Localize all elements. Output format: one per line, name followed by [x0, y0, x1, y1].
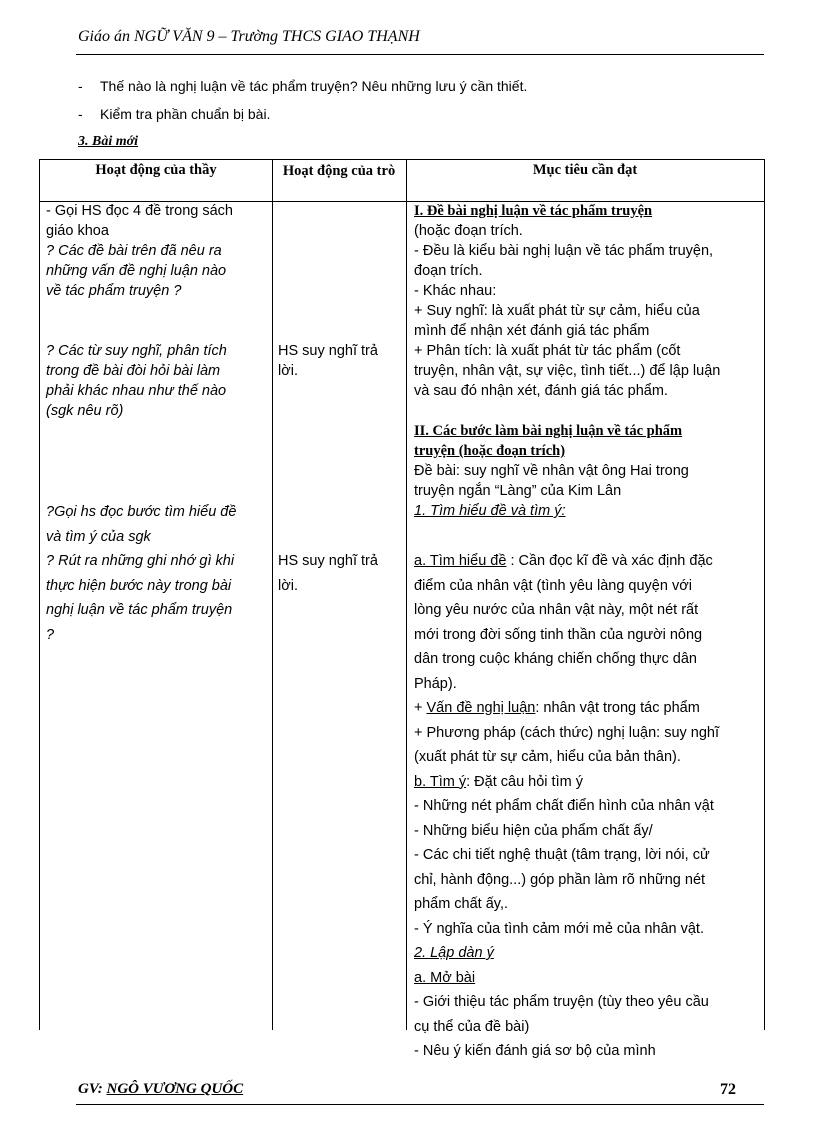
- goals-line: truyện ngắn “Làng” của Kim Lân: [414, 483, 622, 499]
- subheading: b. Tìm ý: [414, 773, 467, 790]
- goals-text: : Đặt câu hỏi tìm ý: [466, 773, 583, 790]
- page-header: Giáo án NGỮ VĂN 9 – Trường THCS GIAO THẠNH: [78, 28, 420, 45]
- goals-section-3: [414, 549, 759, 1064]
- goals-line: [414, 696, 759, 721]
- goals-line: [414, 549, 759, 574]
- teacher-line: (sgk nêu rõ): [46, 403, 124, 419]
- goals-line: - Giới thiệu tác phẩm truyện (tùy theo yêu cầu: [414, 994, 709, 1010]
- teacher-line: và tìm ý của sgk: [46, 528, 151, 545]
- intro-bullet-text: Kiểm tra phần chuẩn bị bài.: [100, 106, 271, 122]
- goals-text: : nhân vật trong tác phẩm: [535, 700, 700, 716]
- goals-line: Đề bài: suy nghĩ về nhân vật ông Hai trong: [414, 463, 689, 479]
- goals-line: + Phương pháp (cách thức) nghị luận: suy nghĩ: [414, 724, 720, 741]
- goals-text: : Cần đọc kĩ đề và xác định đặc: [506, 553, 713, 569]
- intro-bullet-text: Thế nào là nghị luận về tác phẩm truyện? Nêu những lưu ý cần thiết.: [100, 78, 528, 94]
- goals-line: (hoặc đoạn trích.: [414, 223, 523, 239]
- teacher-line: ? Rút ra những ghi nhớ gì khi: [46, 553, 235, 569]
- goals-line: điểm của nhân vật (tình yêu làng quyện với: [414, 577, 692, 594]
- student-block-2: [278, 549, 398, 598]
- student-line: lời.: [278, 363, 298, 379]
- goals-line: cụ thể của đề bài): [414, 1018, 530, 1035]
- intro-bullet: - Kiểm tra phần chuẩn bị bài.: [78, 106, 271, 122]
- header-rule: [76, 54, 764, 55]
- teacher-line: trong đề bài đòi hỏi bài làm: [46, 363, 221, 379]
- goals-line: đoạn trích.: [414, 263, 483, 279]
- teacher-line: nghị luận về tác phẩm truyện: [46, 602, 233, 618]
- column-header-student: Hoạt động của trò: [282, 163, 396, 179]
- column-header-teacher: Hoạt động của thầy: [95, 162, 217, 178]
- goals-line: mình để nhận xét đánh giá tác phẩm: [414, 323, 650, 339]
- student-line: HS suy nghĩ trả: [278, 343, 378, 359]
- goals-line: - Ý nghĩa của tình cảm mới mẻ của nhân vật.: [414, 920, 704, 937]
- teacher-line: ?Gọi hs đọc bước tìm hiểu đề: [46, 504, 237, 520]
- column-divider: [406, 160, 407, 1030]
- goals-line: + Suy nghĩ: là xuất phát từ sự cảm, hiểu của: [414, 303, 700, 319]
- goals-heading: truyện (hoặc đoạn trích): [414, 443, 566, 459]
- goals-text: +: [414, 700, 427, 716]
- goals-line: [414, 770, 759, 795]
- goals-line: mới trong đời sống tinh thần của người nông: [414, 626, 703, 643]
- goals-line: chỉ, hành động...) góp phần làm rõ những nét: [414, 871, 706, 888]
- page-number: 72: [720, 1081, 736, 1098]
- goals-section-1: [414, 201, 759, 401]
- footer-rule: [76, 1104, 764, 1105]
- goals-line: và sau đó nhận xét, đánh giá tác phẩm.: [414, 383, 668, 399]
- goals-line: - Các chi tiết nghệ thuật (tâm trạng, lời nói, cử: [414, 847, 710, 863]
- goals-line: - Những biểu hiện của phẩm chất ấy/: [414, 822, 653, 839]
- teacher-line: thực hiện bước này trong bài: [46, 577, 232, 594]
- goals-line: - Khác nhau:: [414, 283, 497, 299]
- teacher-block-3: [46, 500, 268, 647]
- student-line: HS suy nghĩ trả: [278, 553, 378, 569]
- footer-label: GV:: [78, 1081, 107, 1097]
- step-heading: 2. Lập dàn ý: [414, 945, 494, 961]
- teacher-block-2: [46, 341, 268, 421]
- teacher-name: NGÔ VƯƠNG QUỐC: [106, 1081, 244, 1097]
- teacher-line: ?: [46, 626, 55, 643]
- student-block-1: [278, 341, 398, 381]
- goals-line: - Những nét phẩm chất điển hình của nhân vật: [414, 798, 714, 814]
- subheading: a. Mở bài: [414, 969, 476, 986]
- goals-line: phẩm chất ấy,.: [414, 896, 509, 912]
- goals-line: (xuất phát từ sự cảm, hiểu của bản thân).: [414, 749, 681, 765]
- teacher-line: về tác phẩm truyện ?: [46, 283, 182, 299]
- goals-line: lòng yêu nước của nhân vật này, một nét rất: [414, 602, 699, 618]
- teacher-line: ? Các đề bài trên đã nêu ra: [46, 243, 222, 259]
- section-heading: 3. Bài mới: [78, 134, 139, 149]
- column-divider: [272, 160, 273, 1030]
- teacher-line: - Gọi HS đọc 4 đề trong sách: [46, 203, 233, 219]
- goals-section-2: [414, 421, 759, 521]
- subheading: a. Tìm hiểu đề: [414, 553, 507, 569]
- footer-teacher: [78, 1081, 243, 1098]
- goals-line: - Đều là kiểu bài nghị luận về tác phẩm truyện,: [414, 243, 714, 259]
- subheading: Vấn đề nghị luận: [426, 700, 536, 716]
- goals-line: truyện, nhân vật, sự việc, tình tiết...) để lập luận: [414, 363, 721, 379]
- column-header-goals: Mục tiêu cần đạt: [532, 162, 638, 178]
- goals-line: - Nêu ý kiến đánh giá sơ bộ của mình: [414, 1043, 656, 1059]
- goals-heading: II. Các bước làm bài nghị luận về tác phẩm: [414, 423, 683, 439]
- teacher-line: phải khác nhau như thế nào: [46, 383, 227, 399]
- teacher-block-1: [46, 201, 268, 301]
- student-line: lời.: [278, 577, 298, 594]
- lesson-table: [39, 159, 765, 1059]
- goals-line: dân trong cuộc kháng chiến chống thực dân: [414, 651, 697, 667]
- goals-line: Pháp).: [414, 675, 457, 692]
- intro-bullet: - Thế nào là nghị luận về tác phẩm truyện? Nêu những lưu ý cần thiết.: [78, 78, 528, 94]
- step-heading: 1. Tìm hiểu đề và tìm ý:: [414, 503, 566, 519]
- goals-line: + Phân tích: là xuất phát từ tác phẩm (cốt: [414, 343, 681, 359]
- teacher-line: những vấn đề nghị luận nào: [46, 263, 227, 279]
- goals-heading: I. Đề bài nghị luận về tác phẩm truyện: [414, 203, 653, 219]
- teacher-line: ? Các từ suy nghĩ, phân tích: [46, 343, 227, 359]
- teacher-line: giáo khoa: [46, 223, 109, 239]
